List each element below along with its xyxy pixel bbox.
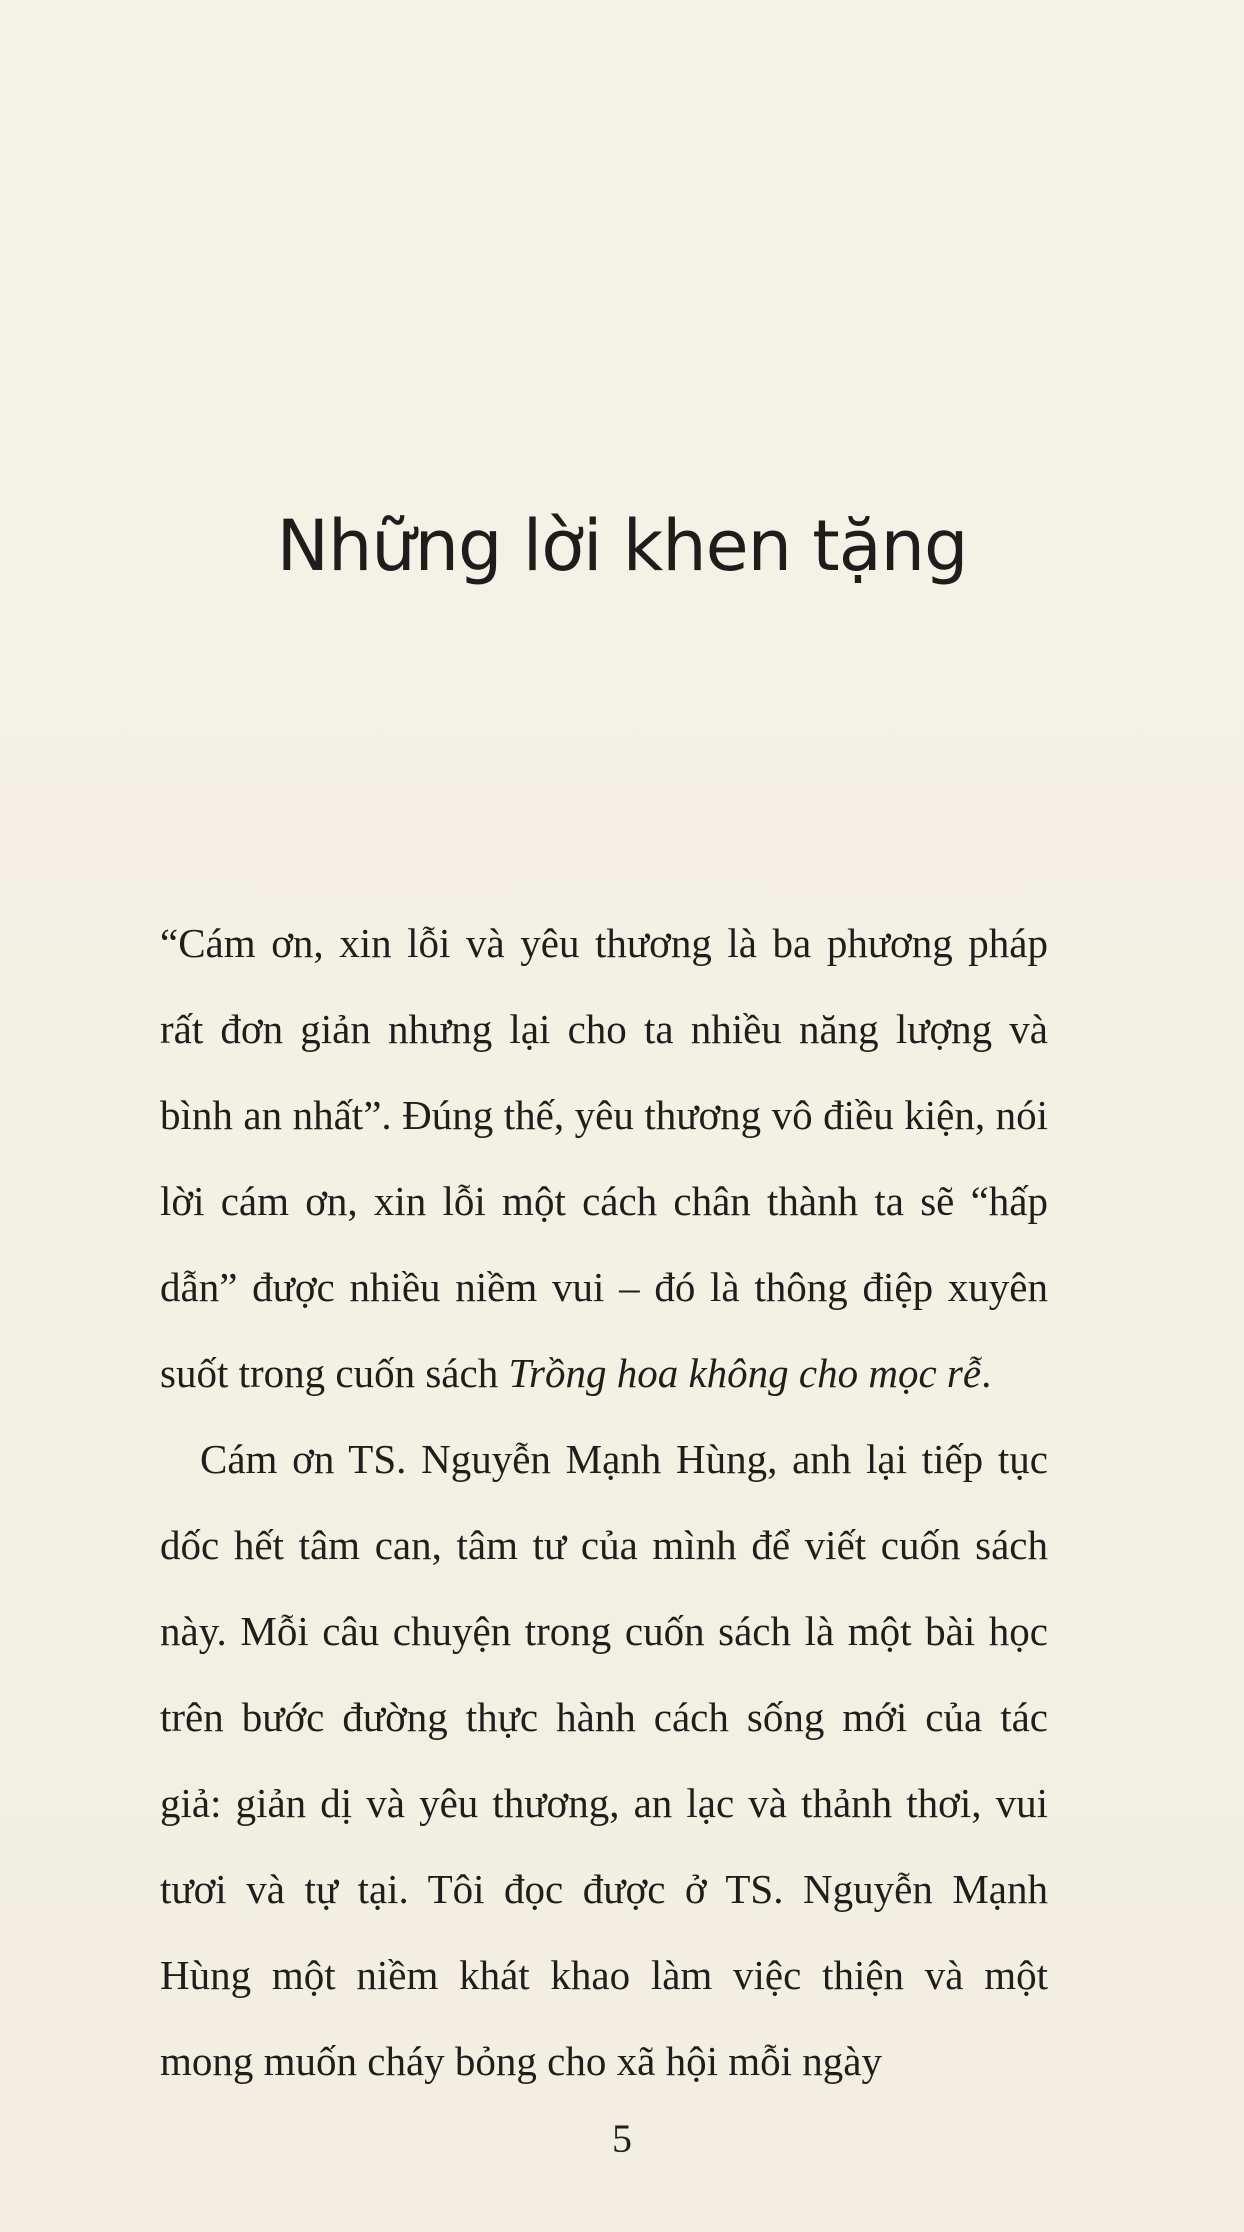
book-title: Trồng hoa không cho mọc rễ	[508, 1350, 982, 1396]
page-title: Những lời khen tặng	[276, 505, 968, 587]
paragraph-quote-text: “Cám ơn, xin lỗi và yêu thương là ba phương pháp rất đơn giản nhưng lại cho ta nhiều năng lượng và bình an nhất”. Đúng thế, yêu thương vô điều kiện, nói lời cám ơn, xin lỗi một cách chân thành ta sẽ “hấp dẫn” được nhiều niềm vui – đó là thông điệp xuyên suốt trong cuốn sách	[160, 920, 1048, 1396]
page-number: 5	[612, 2116, 632, 2161]
paragraph-quote-end: .	[981, 1350, 992, 1396]
body-text	[160, 900, 1048, 2104]
paragraph-thanks: Cám ơn TS. Nguyễn Mạnh Hùng, anh lại tiếp tục dốc hết tâm can, tâm tư của mình để viết cuốn sách này. Mỗi câu chuyện trong cuốn sách là một bài học trên bước đường thực hành cách sống mới của tác giả: giản dị và yêu thương, an lạc và thảnh thơi, vui tươi và tự tại. Tôi đọc được ở TS. Nguyễn Mạnh Hùng một niềm khát khao làm việc thiện và một mong muốn cháy bỏng cho xã hội mỗi ngày	[160, 1436, 1048, 2084]
paragraph-quote	[160, 900, 1048, 1416]
